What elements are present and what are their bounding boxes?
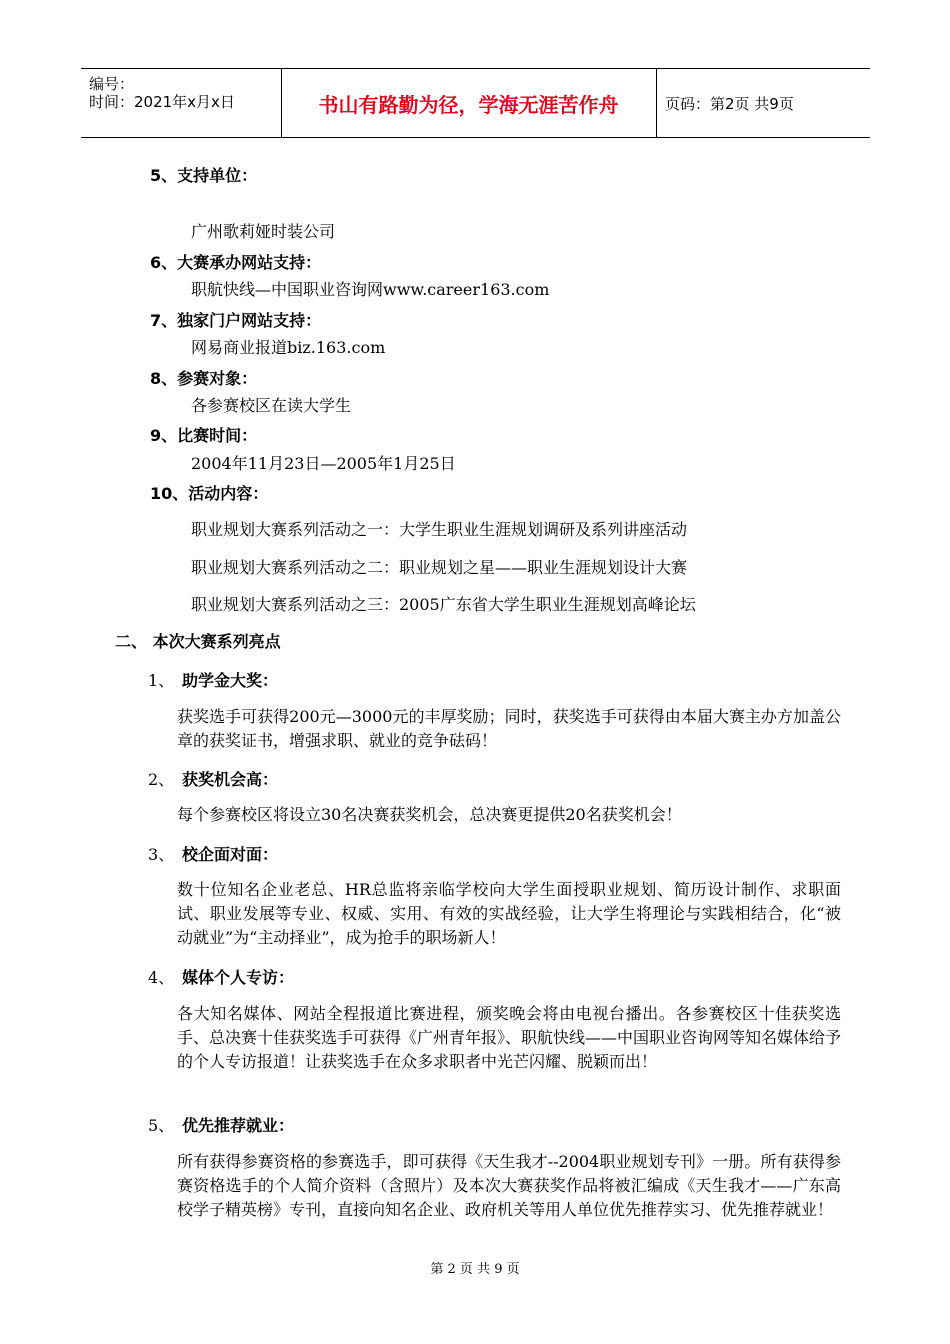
item-text-9: 2004年11月23日—2005年1月25日	[191, 454, 456, 473]
highlight-num-1: 1、	[148, 671, 175, 690]
highlight-body-3: 数十位知名企业老总、HR总监将亲临学校向大学生面授职业规划、简历设计制作、求职面试、职业发展等专业、权威、实用、有效的实战经验，让大学生将理论与实践相结合，化“被动就业”为“主动择业”，成为抢手的职场新人！	[177, 880, 841, 947]
page-footer: 第 2 页 共 9 页	[430, 1262, 520, 1277]
header-page-info: 页码：第2页 共9页	[665, 94, 794, 113]
highlight-title-1: 助学金大奖：	[182, 671, 279, 690]
highlight-body-1: 获奖选手可获得200元—3000元的丰厚奖励；同时，获奖选手可获得由本届大赛主办方加盖公章的获奖证书，增强求职、就业的竞争砝码！	[177, 707, 841, 750]
highlight-body-4: 各大知名媒体、网站全程报道比赛进程，颁奖晚会将由电视台播出。各参赛校区十佳获奖选手、总决赛十佳获奖选手可获得《广州青年报》、职航快线——中国职业咨询网等知名媒体给予的个人专访报道！让获奖选手在众多求职者中光芒闪耀、脱颖而出！	[177, 1004, 842, 1071]
item-text-8: 各参赛校区在读大学生	[191, 396, 352, 415]
item-heading-8: 8、参赛对象：	[150, 369, 258, 388]
item-heading-9: 9、比赛时间：	[150, 426, 258, 445]
highlight-body-5: 所有获得参赛资格的参赛选手，即可获得《天生我才--2004职业规划专刊》一册。所有获得参赛资格选手的个人简介资料（含照片）及本次大赛获奖作品将被汇编成《天生我才——广东高校学子精英榜》专刊，直接向知名企业、政府机关等用人单位优先推荐实习、优先推荐就业！	[177, 1152, 841, 1219]
highlight-num-2: 2、	[148, 770, 175, 789]
page-header	[81, 68, 870, 138]
highlight-num-5: 5、	[148, 1116, 175, 1135]
activity-line-3: 职业规划大赛系列活动之三：2005广东省大学生职业生涯规划高峰论坛	[191, 595, 696, 614]
item-heading-5: 5、支持单位：	[150, 166, 258, 185]
item-text-7: 网易商业报道biz.163.com	[191, 338, 386, 357]
item-heading-7: 7、独家门户网站支持：	[150, 311, 322, 330]
highlight-title-5: 优先推荐就业：	[182, 1116, 295, 1135]
item-heading-6: 6、大赛承办网站支持：	[150, 253, 322, 272]
item-text-6: 职航快线—中国职业咨询网www.career163.com	[191, 280, 550, 299]
highlight-title-4: 媒体个人专访：	[182, 968, 295, 987]
highlight-num-4: 4、	[148, 968, 175, 987]
highlight-num-3: 3、	[148, 845, 175, 864]
activity-heading: 10、活动内容：	[150, 484, 269, 503]
header-meta	[81, 69, 282, 137]
header-motto: 书山有路勤为径，学海无涯苦作舟	[318, 92, 619, 117]
highlight-title-3: 校企面对面：	[182, 845, 279, 864]
header-code: 编号：	[89, 75, 135, 93]
activity-line-2: 职业规划大赛系列活动之二：职业规划之星——职业生涯规划设计大赛	[191, 558, 688, 577]
header-time: 时间：2021年x月x日	[89, 93, 235, 111]
highlight-body-2: 每个参赛校区将设立30名决赛获奖机会，总决赛更提供20名获奖机会！	[177, 805, 682, 824]
section-title: 二、 本次大赛系列亮点	[115, 632, 281, 651]
highlight-title-2: 获奖机会高：	[182, 770, 279, 789]
header-motto-cell	[281, 69, 657, 137]
activity-line-1: 职业规划大赛系列活动之一：大学生职业生涯规划调研及系列讲座活动	[191, 520, 688, 539]
item-text-5: 广州歌莉娅时装公司	[191, 222, 336, 241]
